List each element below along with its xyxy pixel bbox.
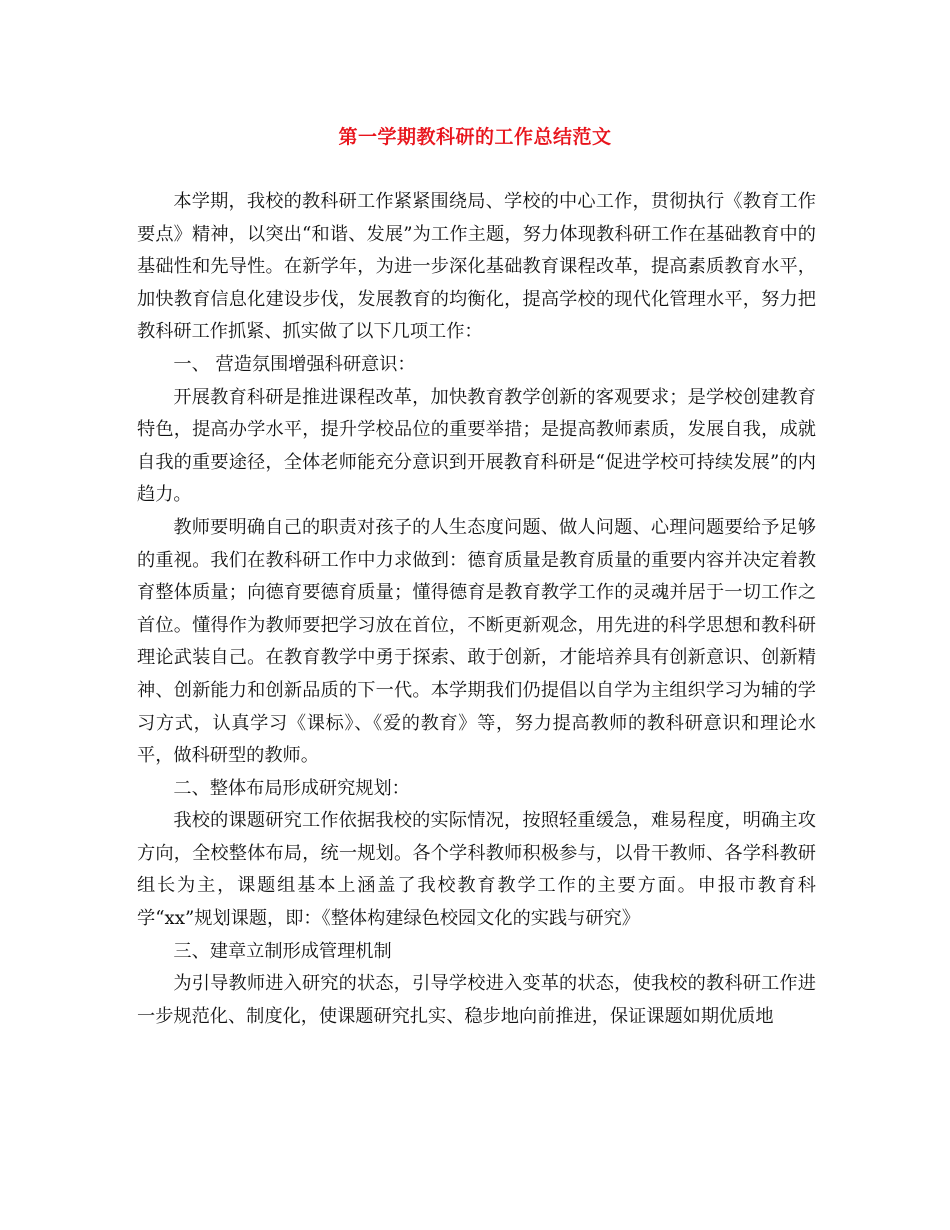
paragraph-section-1b: 教师要明确自己的职责对孩子的人生态度问题、做人问题、心理问题要给予足够的重视。我们在教科研工作中力求做到：德育质量是教育质量的重要内容并决定着教育整体质量；向德育要德育质量；懂得德育是教育教学工作的灵魂并居于一切工作之首位。懂得作为教师要把学习放在首位，不断更新观念，用先进的科学思想和教科研理论武装自己。在教育教学中勇于探索、敢于创新，才能培养具有创新意识、创新精神、创新能力和创新品质的下一代。本学期我们仍提倡以自学为主组织学习为辅的学习方式，认真学习《课标》、《爱的教育》等，努力提高教师的教科研意识和理论水平，做科研型的教师。 [137,516,816,767]
paragraph-section-3: 为引导教师进入研究的状态，引导学校进入变革的状态，使我校的教科研工作进一步规范化、制度化，使课题研究扎实、稳步地向前推进，保证课题如期优质地 [137,973,816,1027]
paragraph-section-2: 我校的课题研究工作依据我校的实际情况，按照轻重缓急，难易程度，明确主攻方向，全校整体布局，统一规划。各个学科教师积极参与，以骨干教师、各学科教研组长为主，课题组基本上涵盖了我校教育教学工作的主要方面。申报市教育科学“xx”规划课题，即：《整体构建绿色校园文化的实践与研究》 [137,810,816,930]
paragraph-section-1a: 开展教育科研是推进课程改革，加快教育教学创新的客观要求；是学校创建教育特色，提高办学水平，提升学校品位的重要举措；是提高教师素质，发展自我，成就自我的重要途径，全体老师能充分意识到开展教育科研是“促进学校可持续发展”的内趋力。 [137,386,816,506]
section-heading-1: 一、 营造氛围增强科研意识： [173,353,416,375]
section-heading-3: 三、建章立制形成管理机制 [173,940,392,962]
document-body [137,186,816,1033]
paragraph-intro: 本学期，我校的教科研工作紧紧围绕局、学校的中心工作，贯彻执行《教育工作要点》精神，以突出“和谐、发展”为工作主题，努力体现教科研工作在基础教育中的基础性和先导性。在新学年，为进一步深化基础教育课程改革，提高素质教育水平，加快教育信息化建设步伐，发展教育的均衡化，提高学校的现代化管理水平，努力把教科研工作抓紧、抓实做了以下几项工作： [137,191,816,343]
section-heading-2: 二、整体布局形成研究规划： [173,777,410,799]
document-title: 第一学期教科研的工作总结范文 [338,126,612,148]
